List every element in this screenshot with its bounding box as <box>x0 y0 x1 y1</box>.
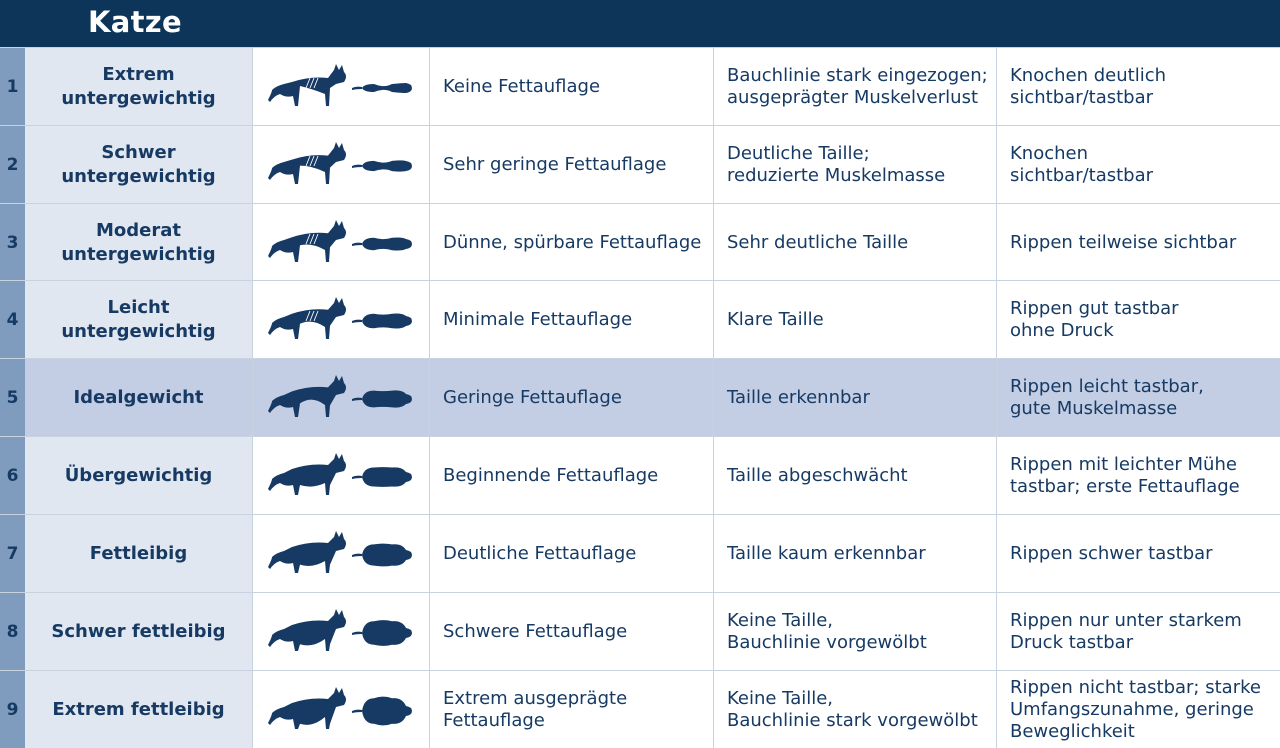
very-obese-cat-icon <box>253 593 430 670</box>
fat-coverage-cell: Geringe Fettauflage <box>430 359 714 436</box>
row-number: 7 <box>0 515 25 592</box>
row-number: 2 <box>0 126 25 203</box>
waist-cell: Taille erkennbar <box>714 359 997 436</box>
fat-coverage-cell: Keine Fettauflage <box>430 48 714 125</box>
fat-coverage-cell: Minimale Fettauflage <box>430 281 714 358</box>
overweight-cat-icon <box>253 437 430 514</box>
fat-coverage-cell: Dünne, spürbare Fettauflage <box>430 204 714 281</box>
condition-label: Extrem fettleibig <box>25 671 253 748</box>
fat-coverage-cell: Extrem ausgeprägte Fettauflage <box>430 671 714 748</box>
page-title: Katze <box>88 5 182 39</box>
row-number: 8 <box>0 593 25 670</box>
waist-cell: Taille abgeschwächt <box>714 437 997 514</box>
row-number: 6 <box>0 437 25 514</box>
thin-cat-icon <box>253 204 430 281</box>
fat-coverage-cell: Beginnende Fettauflage <box>430 437 714 514</box>
condition-label: Leicht untergewichtig <box>25 281 253 358</box>
table-row <box>0 670 1280 748</box>
bones-cell: Rippen mit leichter Mühe tastbar; erste Fettauflage <box>1010 453 1240 497</box>
table-row <box>0 125 1280 203</box>
bones-cell: Rippen leicht tastbar, gute Muskelmasse <box>1010 375 1204 419</box>
waist-cell: Keine Taille, Bauchlinie vorgewölbt <box>714 593 997 670</box>
table-row <box>0 203 1280 281</box>
row-number: 3 <box>0 204 25 281</box>
waist-cell: Sehr deutliche Taille <box>714 204 997 281</box>
table-row <box>0 436 1280 514</box>
bones-cell: Knochen deutlich sichtbar/tastbar <box>1010 64 1167 108</box>
row-number: 9 <box>0 671 25 748</box>
bones-cell: Rippen gut tastbar ohne Druck <box>1010 297 1179 341</box>
bones-cell: Knochen sichtbar/tastbar <box>1010 142 1154 186</box>
very-thin-cat-icon <box>253 48 430 125</box>
condition-label: Idealgewicht <box>25 359 253 436</box>
condition-label: Fettleibig <box>25 515 253 592</box>
waist-cell: Klare Taille <box>714 281 997 358</box>
fat-coverage-cell: Schwere Fettauflage <box>430 593 714 670</box>
condition-label: Übergewichtig <box>25 437 253 514</box>
table-row <box>0 514 1280 592</box>
condition-label: Schwer fettleibig <box>25 593 253 670</box>
obese-cat-icon <box>253 515 430 592</box>
table-row <box>0 47 1280 125</box>
condition-label: Schwer untergewichtig <box>25 126 253 203</box>
very-thin-cat-icon <box>253 126 430 203</box>
bones-cell: Rippen teilweise sichtbar <box>1010 231 1237 253</box>
table-row <box>0 358 1280 436</box>
table-row <box>0 592 1280 670</box>
ideal-cat-icon <box>253 359 430 436</box>
fat-coverage-cell: Deutliche Fettauflage <box>430 515 714 592</box>
condition-label: Extrem untergewichtig <box>25 48 253 125</box>
waist-cell: Bauchlinie stark eingezogen; ausgeprägter Muskelverlust <box>714 48 997 125</box>
row-number: 1 <box>0 48 25 125</box>
fat-coverage-cell: Sehr geringe Fettauflage <box>430 126 714 203</box>
row-number: 4 <box>0 281 25 358</box>
waist-cell: Keine Taille, Bauchlinie stark vorgewölbt <box>714 671 997 748</box>
slim-cat-icon <box>253 281 430 358</box>
waist-cell: Taille kaum erkennbar <box>714 515 997 592</box>
bones-cell: Rippen schwer tastbar <box>1010 542 1213 564</box>
extremely-obese-cat-icon <box>253 671 430 748</box>
bones-cell: Rippen nicht tastbar; starke Umfangszunahme, geringe Beweglichkeit <box>1010 676 1261 742</box>
header-bar <box>0 0 1280 47</box>
table-row <box>0 280 1280 358</box>
body-condition-table <box>0 47 1280 746</box>
waist-cell: Deutliche Taille; reduzierte Muskelmasse <box>714 126 997 203</box>
condition-label: Moderat untergewichtig <box>25 204 253 281</box>
bones-cell: Rippen nur unter starkem Druck tastbar <box>1010 609 1242 653</box>
row-number: 5 <box>0 359 25 436</box>
